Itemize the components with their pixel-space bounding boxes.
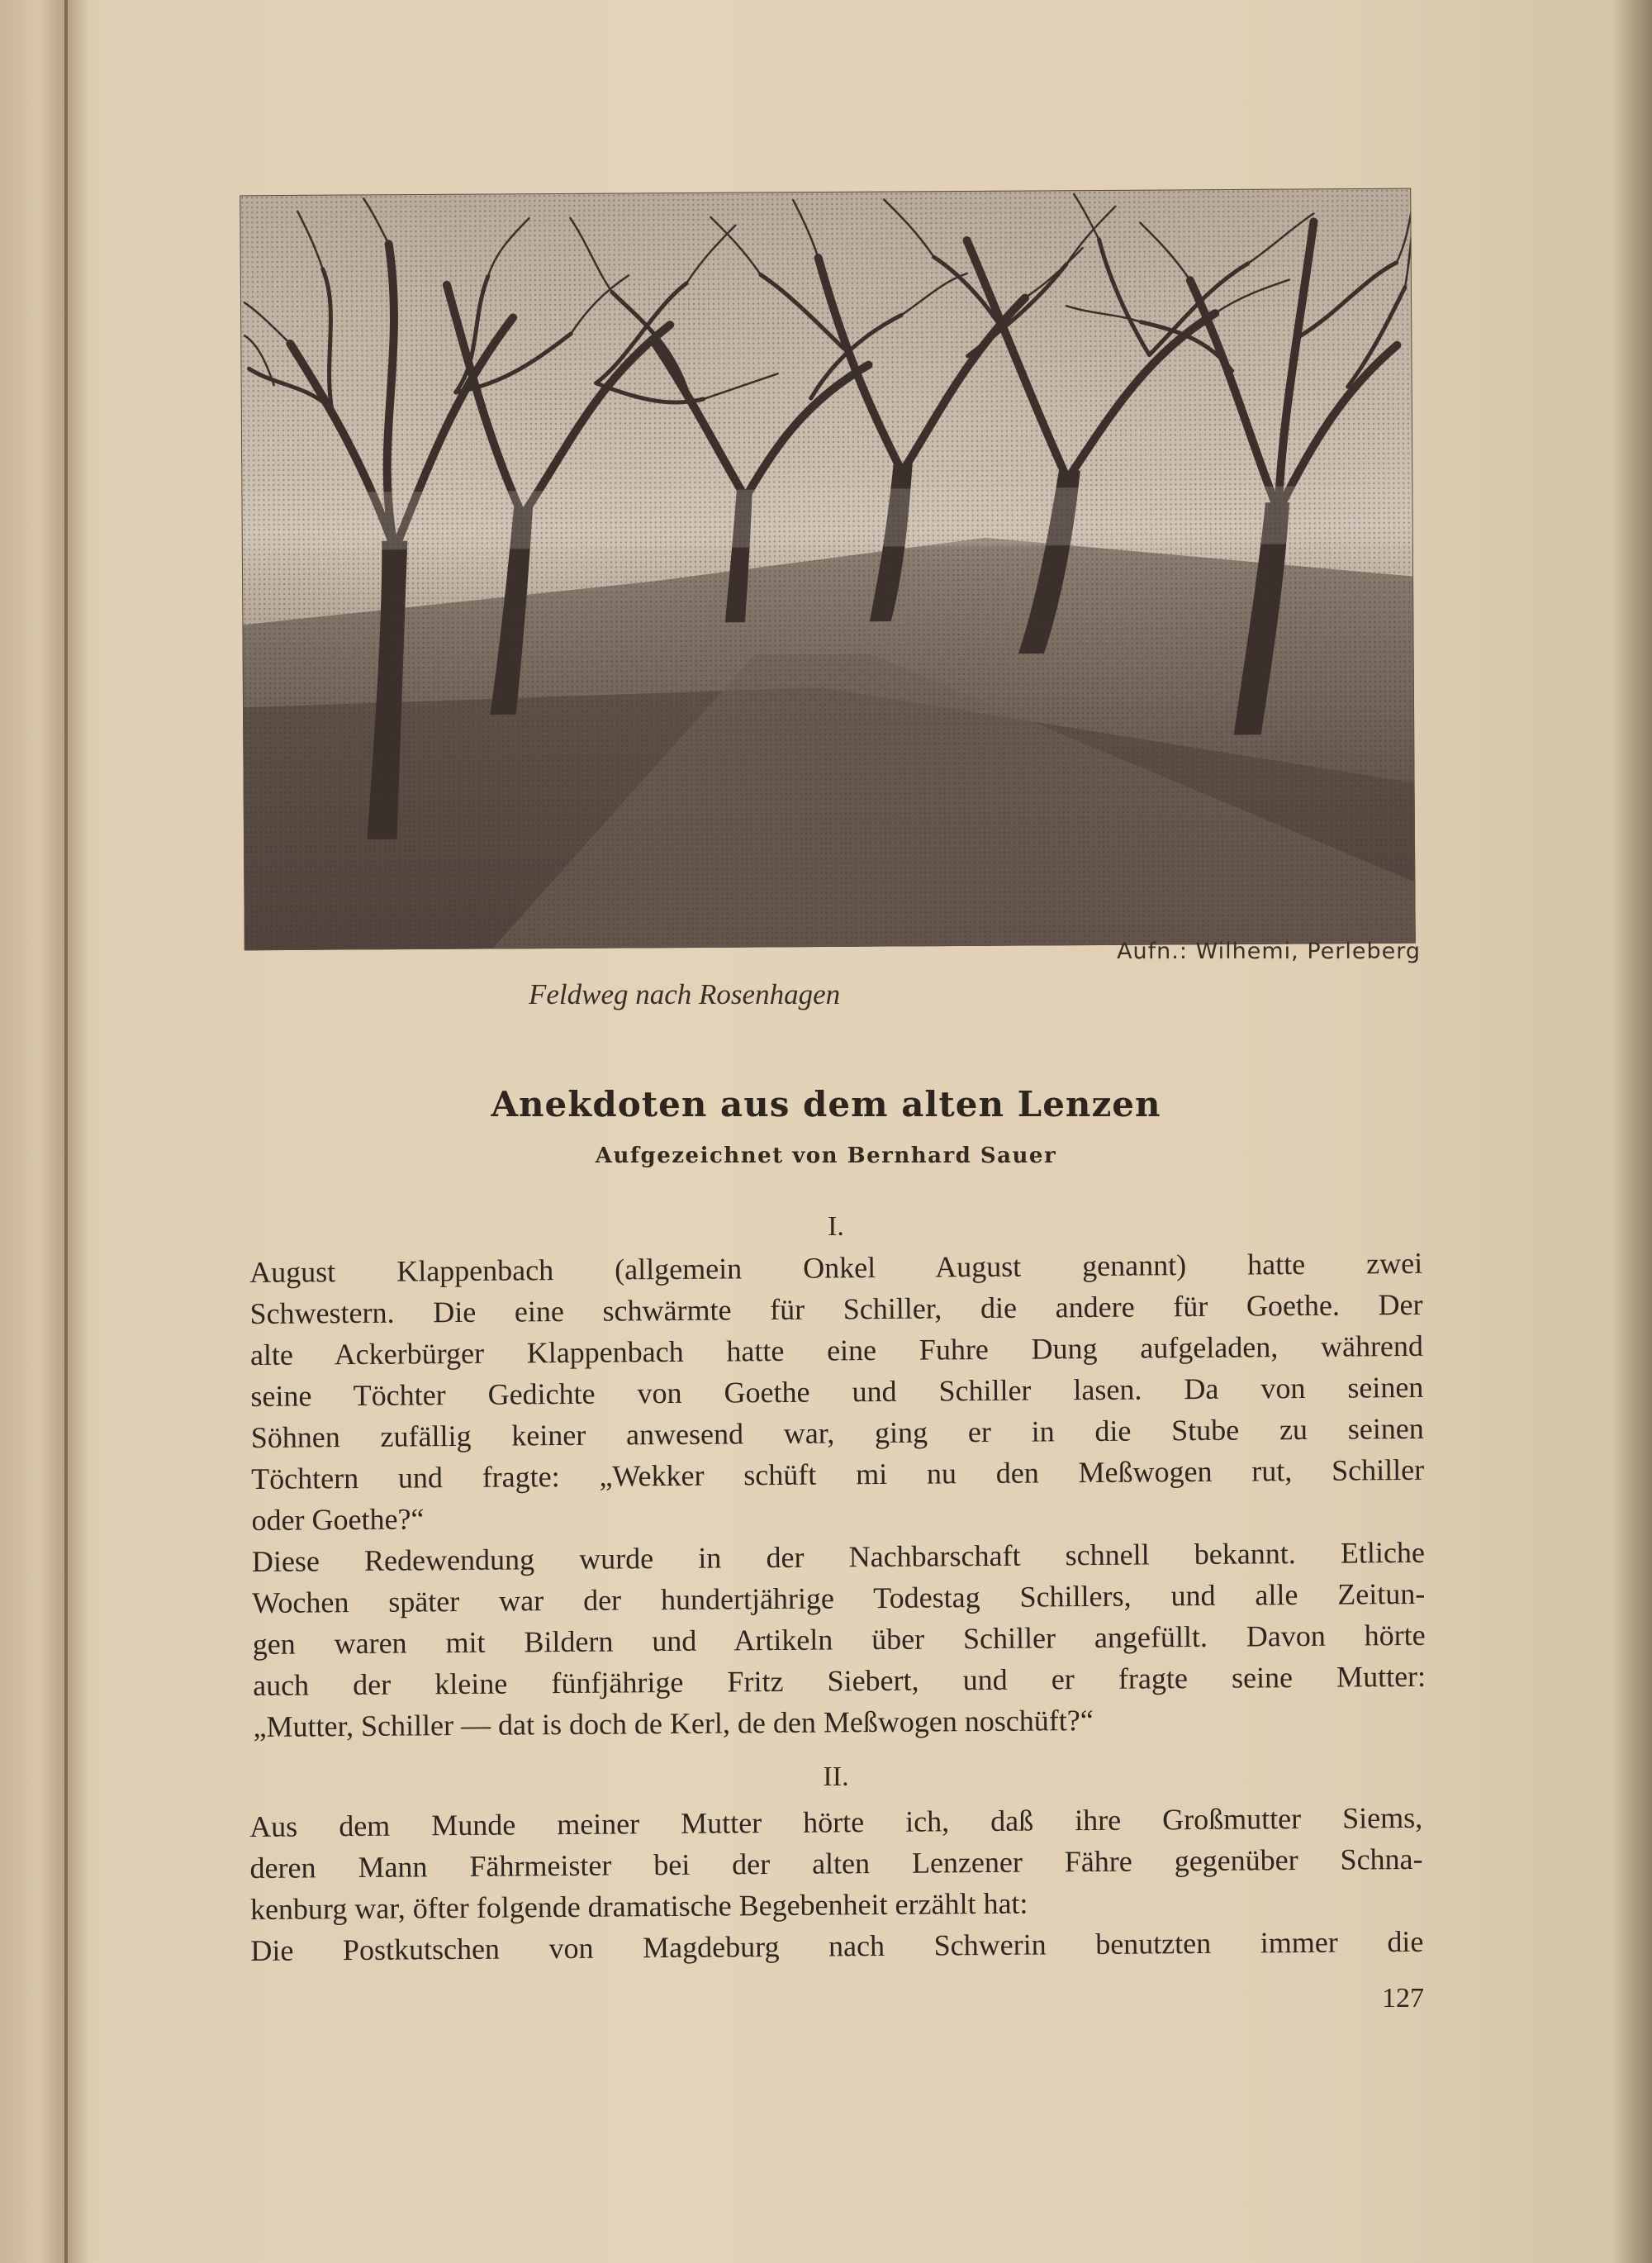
article-byline: Aufgezeichnet von Bernhard Sauer: [595, 1143, 1057, 1168]
page-edge-shadow: [1612, 0, 1652, 2263]
text-line: Töchtern und fragte: „Wekker schüft mi nu den Meßwogen rut, Schiller: [251, 1452, 1425, 1495]
text-line: oder Goethe?“: [251, 1502, 425, 1537]
orchard-photo: [240, 188, 1416, 951]
article-title: Anekdoten aus dem alten Lenzen: [491, 1084, 1161, 1124]
section-numeral-2: II.: [823, 1761, 849, 1792]
section-2-text: [249, 1797, 1424, 1971]
text-line: Schwestern. Die eine schwärmte für Schiller, die andere für Goethe. Der: [249, 1287, 1423, 1330]
text-line: deren Mann Fährmeister bei der alten Lenzener Fähre gegenüber Schna-: [249, 1842, 1423, 1885]
text-line: Aus dem Munde meiner Mutter hörte ich, daß ihre Großmutter Siems,: [249, 1800, 1423, 1843]
text-line: Diese Redewendung wurde in der Nachbarschaft schnell bekannt. Etliche: [251, 1535, 1426, 1578]
text-line: Die Postkutschen von Magdeburg nach Schwerin benutzten immer die: [250, 1924, 1424, 1967]
text-line: seine Töchter Gedichte von Goethe und Schiller lasen. Da von seinen: [250, 1370, 1424, 1413]
text-line: Wochen später war der hundertjährige Todestag Schillers, und alle Zeitun-: [252, 1576, 1426, 1619]
section-numeral-1: I.: [828, 1211, 844, 1242]
previous-page-edge: [0, 0, 68, 2263]
section-1-text: [249, 1243, 1427, 1747]
text-line: gen waren mit Bildern und Artikeln über Schiller angefüllt. Davon hörte: [252, 1618, 1426, 1661]
photo-credit: Aufn.: Wilhemi, Perleberg: [1117, 939, 1421, 964]
text-line: auch der kleine fünfjährige Fritz Siebert, und er fragte seine Mutter:: [252, 1659, 1427, 1702]
text-line: kenburg war, öfter folgende dramatische Begebenheit erzählt hat:: [249, 1886, 1028, 1926]
text-line: „Mutter, Schiller — dat is doch de Kerl, de den Meßwogen noschüft?“: [253, 1703, 1094, 1743]
photo-caption: Feldweg nach Rosenhagen: [529, 978, 841, 1010]
spine-shadow: [64, 0, 89, 2263]
page-number: 127: [1382, 1983, 1424, 2013]
text-line: August Klappenbach (allgemein Onkel August genannt) hatte zwei: [249, 1246, 1423, 1289]
text-line: alte Ackerbürger Klappenbach hatte eine Fuhre Dung aufgeladen, während: [249, 1329, 1424, 1372]
text-line: Söhnen zufällig keiner anwesend war, ging er in die Stube zu seinen: [250, 1411, 1424, 1454]
